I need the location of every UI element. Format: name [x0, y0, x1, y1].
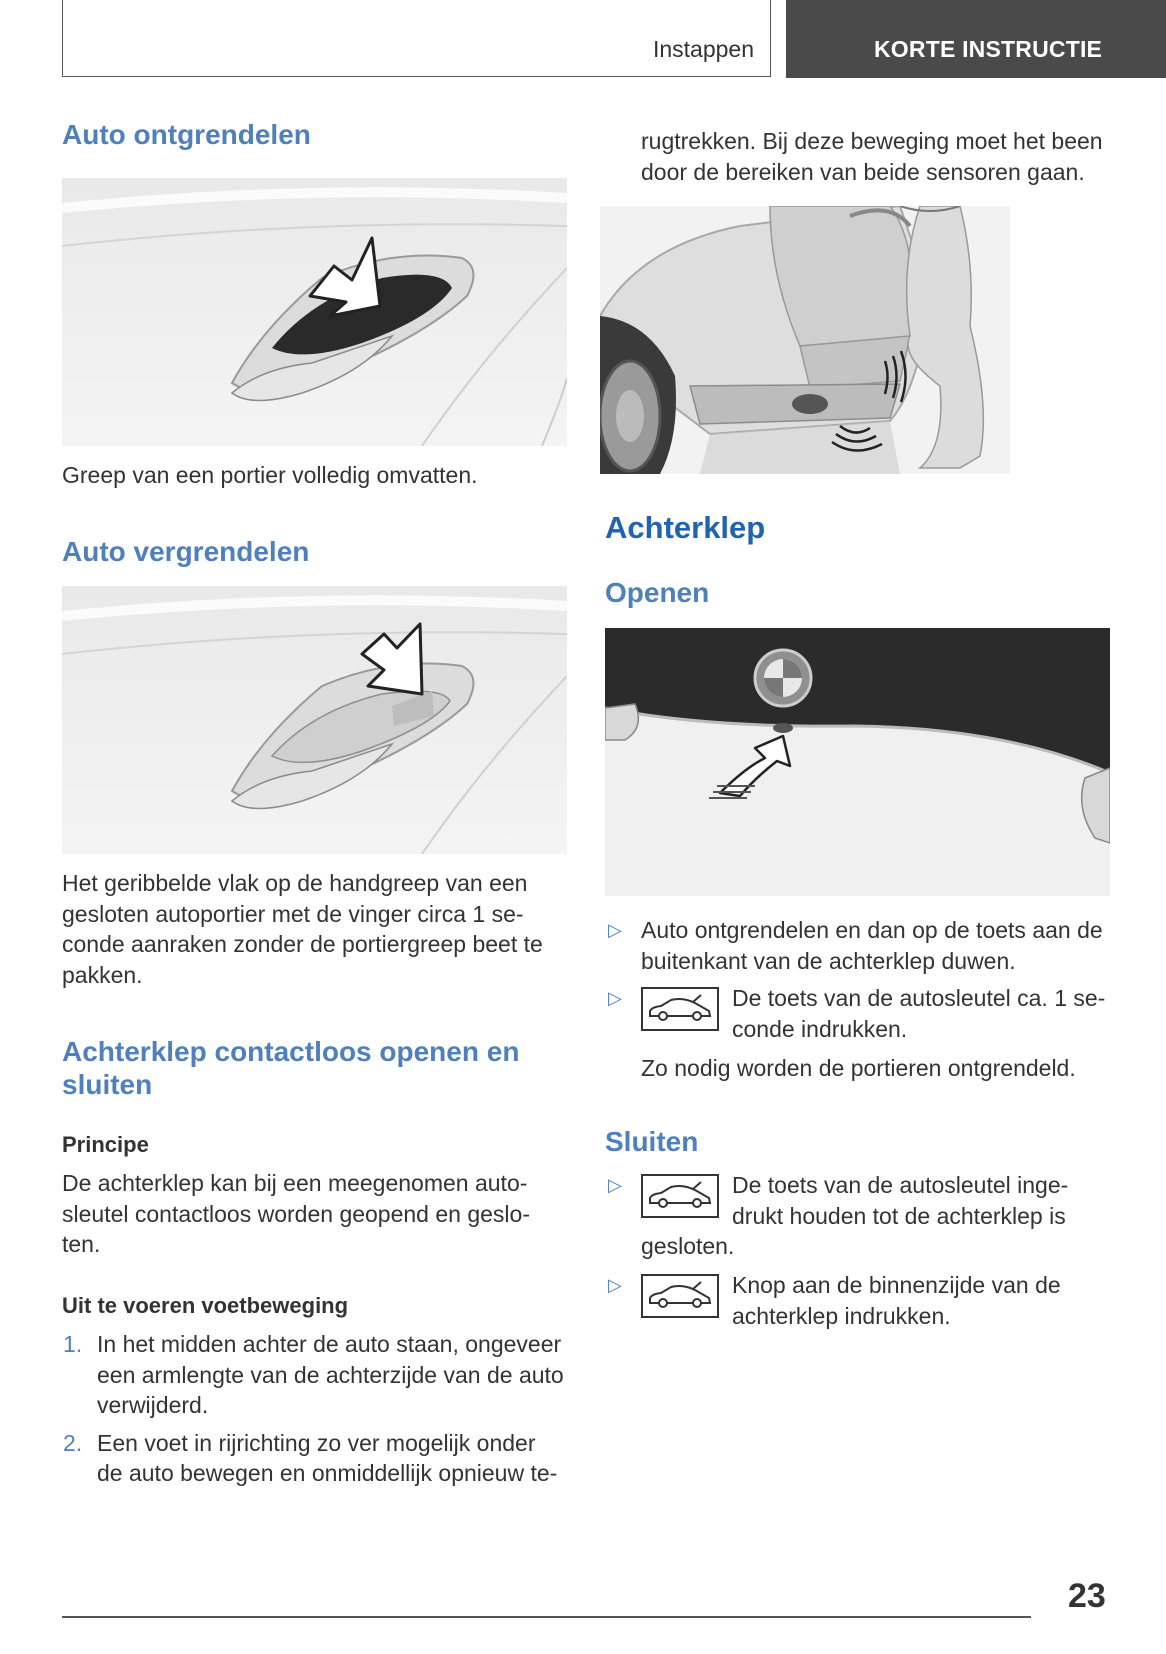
- text-line: rugtrekken. Bij deze beweging moet het been: [641, 128, 1103, 154]
- text-line: In het midden achter de auto staan, ongeveer: [97, 1331, 562, 1357]
- door-handle-lock-illustration: [62, 586, 567, 854]
- tailgate-button-illustration: [605, 628, 1110, 896]
- text-line: een armlengte van de achterzijde van de auto: [97, 1361, 564, 1388]
- heading-contactless: [62, 1035, 519, 1101]
- text-line: De toets van de autosleutel ca. 1 se-: [732, 985, 1106, 1011]
- triangle-bullet-icon: ▷: [608, 988, 622, 1008]
- heading-unlock: Auto ontgrendelen: [62, 119, 311, 150]
- heading-line: sluiten: [62, 1069, 153, 1100]
- text-line: gesloten.: [641, 1233, 735, 1259]
- heading-foot-movement: Uit te voeren voetbeweging: [62, 1293, 349, 1318]
- triangle-bullet-icon: ▷: [608, 920, 622, 940]
- page-number: 23: [1068, 1577, 1106, 1615]
- section-title: Instappen: [652, 36, 754, 62]
- text-line: drukt houden tot de achterklep is: [732, 1202, 1066, 1229]
- step-number: 2.: [63, 1429, 83, 1456]
- text-line: De achterklep kan bij een meegenomen auto-: [62, 1170, 528, 1196]
- text-line: door de bereiken van beide sensoren gaan.: [641, 158, 1085, 185]
- heading-close: Sluiten: [605, 1126, 699, 1157]
- lock-description: [62, 868, 572, 990]
- list-item: [62, 1329, 577, 1421]
- heading-lock: Auto vergrendelen: [62, 536, 310, 567]
- heading-principle: Principe: [62, 1132, 149, 1157]
- open-item-1: [608, 915, 1118, 976]
- open-note: Zo nodig worden de portieren ontgrendeld.: [641, 1055, 1076, 1081]
- door-handle-unlock-illustration: [62, 178, 567, 446]
- text-line: Auto ontgrendelen en dan op de toets aan de: [641, 917, 1103, 943]
- text-line: De toets van de autosleutel inge-: [732, 1172, 1069, 1198]
- close-item-2: [608, 1270, 1118, 1332]
- text-line: Het geribbelde vlak op de handgreep van een: [62, 870, 528, 896]
- header-box: [62, 0, 771, 77]
- text-line: achterklep indrukken.: [732, 1302, 951, 1329]
- heading-tailgate: Achterklep: [605, 510, 766, 545]
- step-number: 1.: [63, 1331, 83, 1357]
- car-tailgate-icon: [641, 987, 719, 1031]
- text-line: de auto bewegen en onmiddellijk opnieuw te-: [97, 1460, 558, 1486]
- triangle-bullet-icon: ▷: [608, 1275, 622, 1295]
- text-line: conde indrukken.: [732, 1015, 908, 1042]
- text-line: Knop aan de binnenzijde van de: [732, 1272, 1061, 1298]
- step-list: [62, 1329, 577, 1489]
- text-line: sleutel contactloos worden geopend en geslo-: [62, 1200, 530, 1227]
- text-line: verwijderd.: [97, 1392, 209, 1418]
- list-item: [62, 1428, 577, 1489]
- close-item-1: [608, 1170, 1118, 1265]
- heading-open: Openen: [605, 577, 710, 608]
- text-line: ten.: [62, 1231, 101, 1257]
- footer-divider: [62, 1616, 1031, 1618]
- heading-line: Achterklep contactloos openen en: [62, 1036, 520, 1067]
- triangle-bullet-icon: ▷: [608, 1175, 622, 1195]
- text-line: conde aanraken zonder de portiergreep beet te: [62, 931, 543, 957]
- car-tailgate-icon: [641, 1174, 719, 1218]
- chapter-tab-label: KORTE INSTRUCTIE: [874, 36, 1103, 62]
- chapter-tab[interactable]: [786, 0, 1166, 78]
- text-line: buitenkant van de achterklep duwen.: [641, 947, 1016, 974]
- principle-text: [62, 1168, 572, 1260]
- kick-sensor-illustration: [600, 206, 1010, 474]
- car-tailgate-icon: [641, 1274, 719, 1318]
- text-line: pakken.: [62, 961, 143, 988]
- continued-text: [641, 126, 1121, 187]
- text-line: Een voet in rijrichting zo ver mogelijk onder: [97, 1429, 536, 1456]
- caption-unlock: Greep van een portier volledig omvatten.: [62, 462, 478, 488]
- text-line: gesloten autoportier met de vinger circa 1 se-: [62, 900, 524, 927]
- open-item-2: [608, 983, 1118, 1045]
